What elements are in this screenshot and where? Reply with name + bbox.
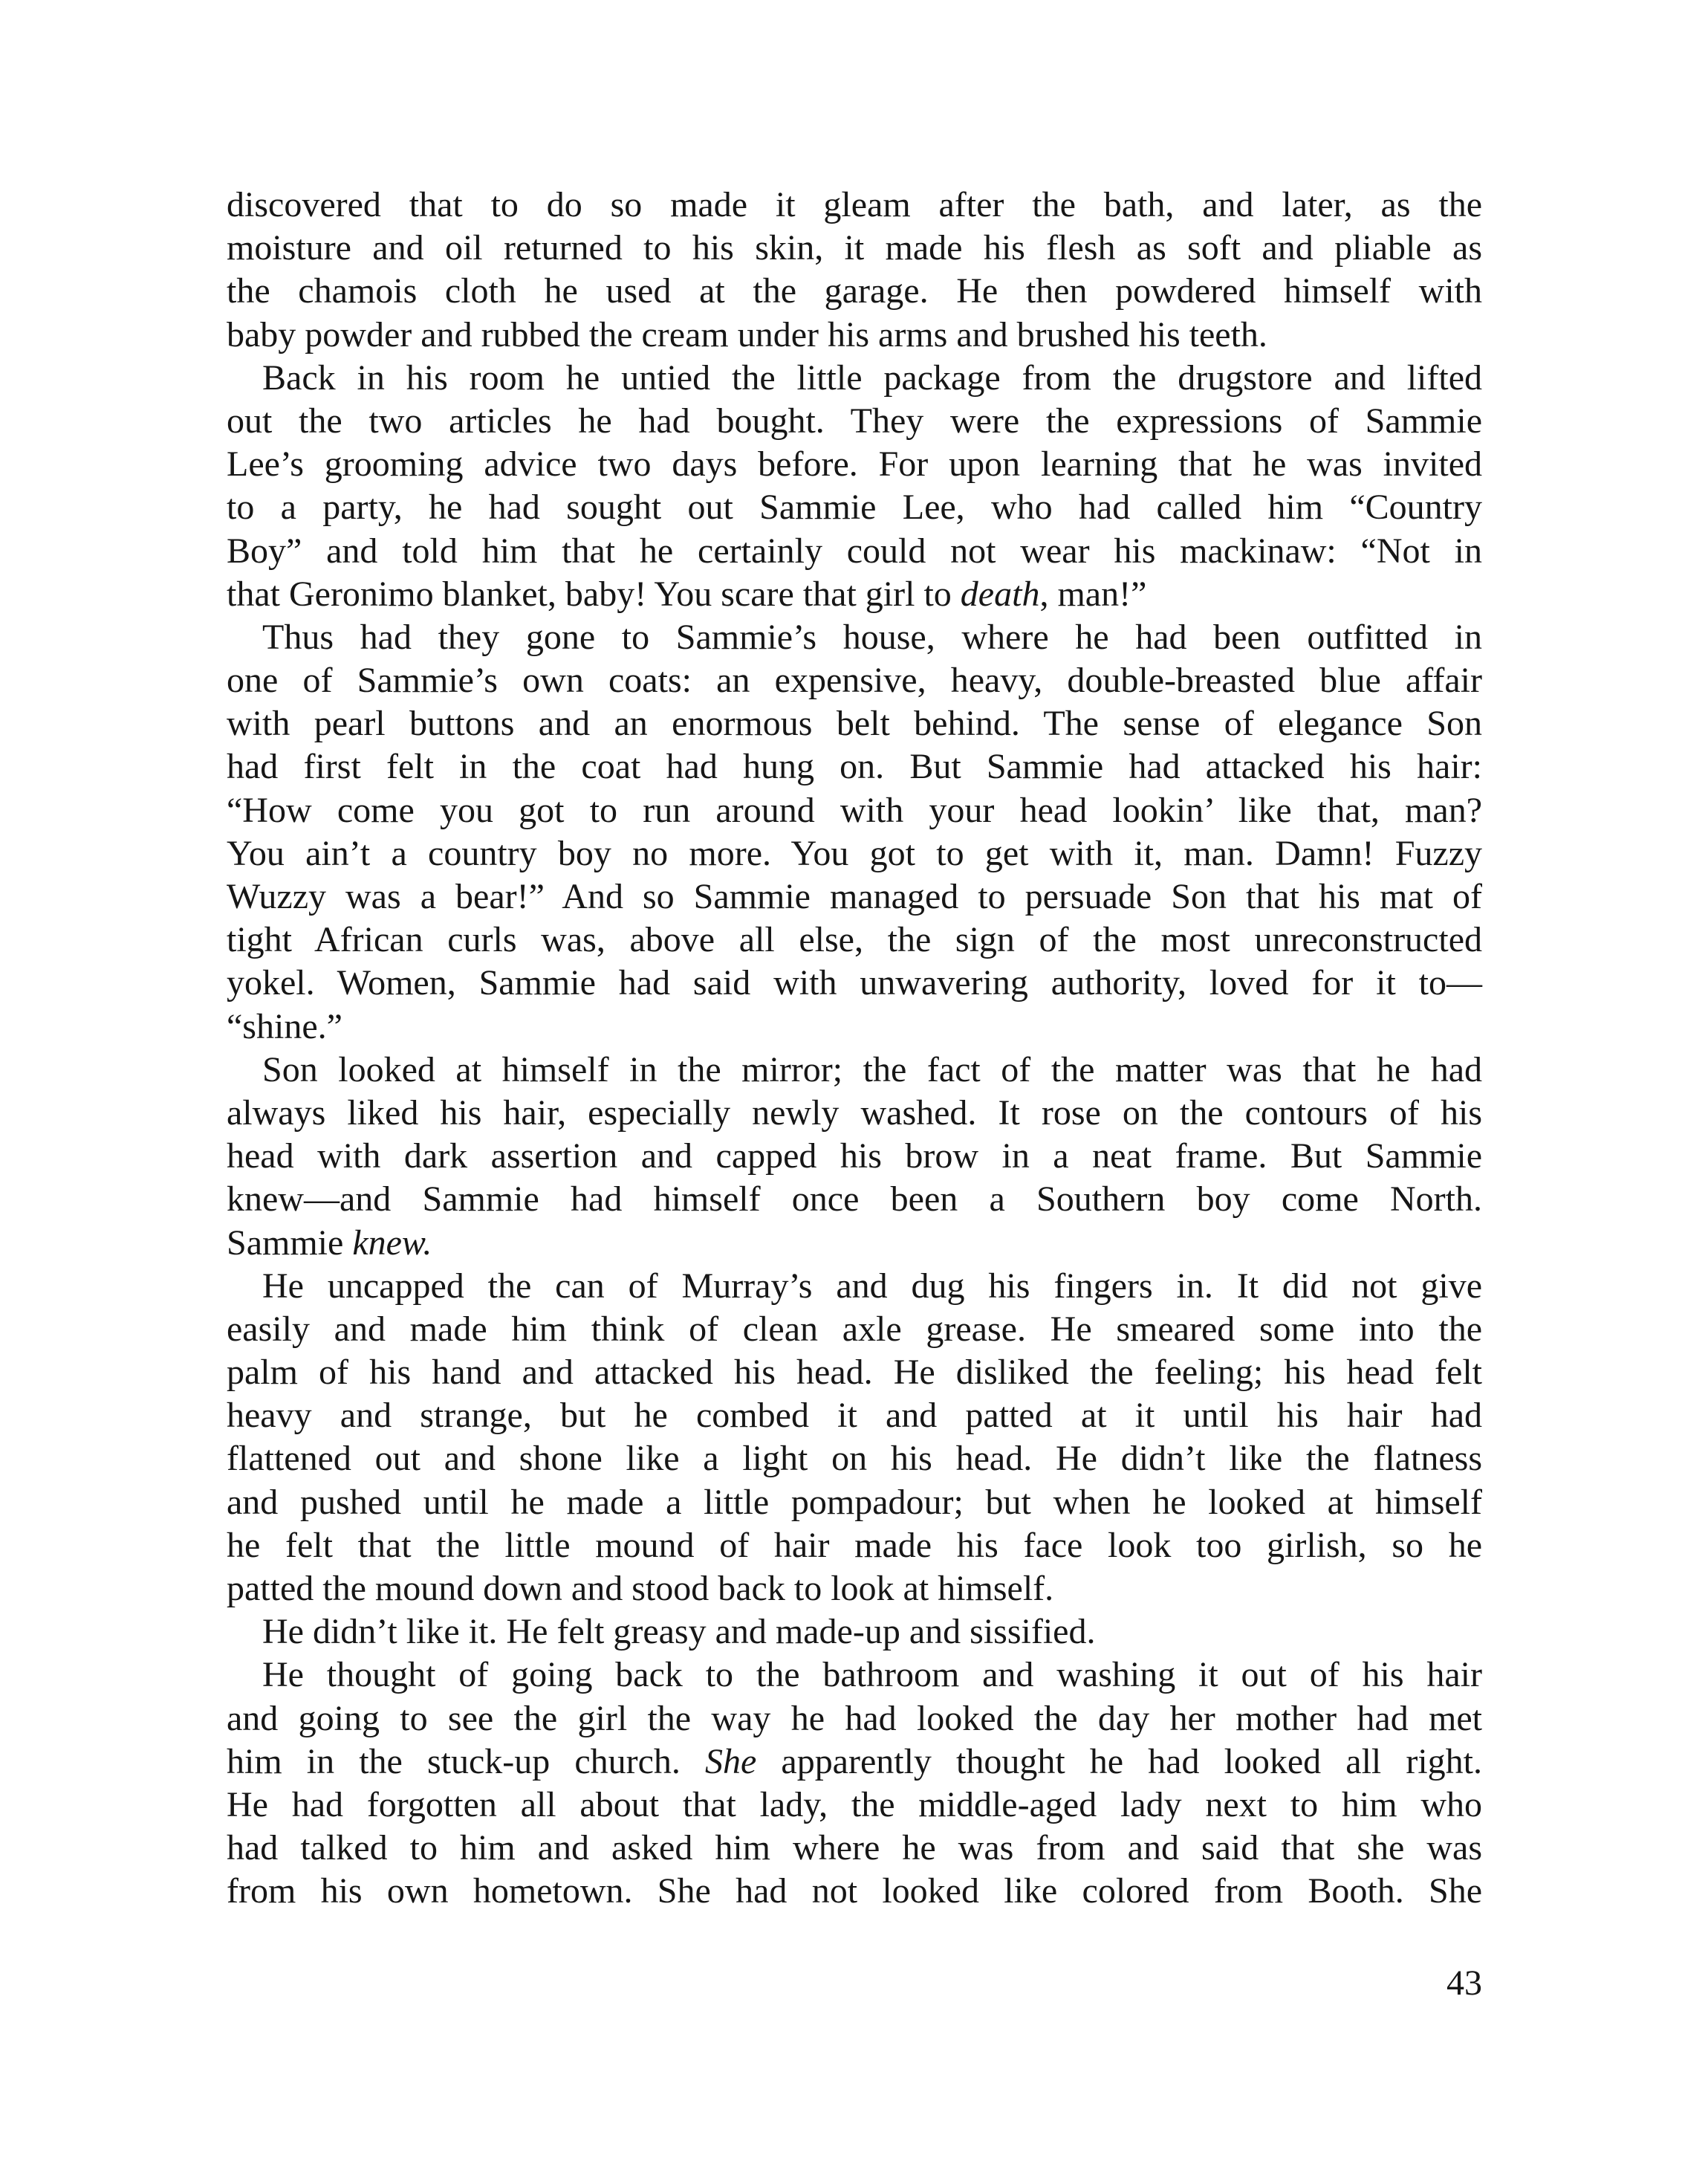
text-segment: tight African curls was, above all else, the sign of the most unreconstructed: [227, 920, 1482, 960]
text-segment: Back in his room he untied the little package from the drugstore and lifted: [262, 357, 1482, 398]
text-line: [227, 1092, 1482, 1135]
text-line: [227, 702, 1482, 745]
italic-text: knew.: [352, 1222, 432, 1263]
text-segment: had talked to him and asked him where he was from and said that she was: [227, 1828, 1482, 1868]
text-segment: You ain’t a country boy no more. You got to get with it, man. Damn! Fuzzy: [227, 833, 1482, 873]
text-line: [227, 1394, 1482, 1437]
text-segment: Lee’s grooming advice two days before. For upon learning that he was invited: [227, 444, 1482, 485]
text-line: [227, 832, 1482, 875]
text-segment: heavy and strange, but he combed it and patted at it until his hair had: [227, 1396, 1482, 1436]
text-segment: moisture and oil returned to his skin, it made his flesh as soft and pliable as: [227, 228, 1482, 268]
text-segment: and pushed until he made a little pompadour; but when he looked at himself: [227, 1482, 1482, 1522]
text-segment: the chamois cloth he used at the garage. He then powdered himself with: [227, 271, 1482, 311]
text-line: [227, 1135, 1482, 1178]
text-segment: baby powder and rubbed the cream under his arms and brushed his teeth.: [227, 314, 1267, 354]
italic-text: death: [960, 574, 1040, 614]
text-segment: Sammie: [227, 1222, 353, 1263]
text-segment: “shine.”: [227, 1006, 342, 1046]
text-segment: easily and made him think of clean axle grease. He smeared some into the: [227, 1309, 1482, 1349]
text-segment: flattened out and shone like a light on his head. He didn’t like the flatness: [227, 1439, 1482, 1479]
text-line: [227, 1567, 1482, 1610]
text-segment: He uncapped the can of Murray’s and dug his fingers in. It did not give: [262, 1266, 1482, 1306]
text-line: [227, 789, 1482, 832]
text-line: [227, 400, 1482, 443]
text-line: [227, 530, 1482, 573]
text-line: [227, 486, 1482, 529]
text-segment: one of Sammie’s own coats: an expensive, heavy, double-breasted blue affair: [227, 661, 1482, 701]
text-segment: with pearl buttons and an enormous belt behind. The sense of elegance Son: [227, 704, 1482, 744]
text-segment: knew—and Sammie had himself once been a Southern boy come North.: [227, 1179, 1482, 1219]
text-segment: always liked his hair, especially newly washed. It rose on the contours of his: [227, 1092, 1482, 1133]
text-segment: discovered that to do so made it gleam after the bath, and later, as the: [227, 185, 1482, 224]
text-segment: and going to see the girl the way he had looked the day her mother had met: [227, 1698, 1482, 1738]
text-line: [227, 875, 1482, 919]
text-line: [227, 659, 1482, 702]
text-line: [227, 1870, 1482, 1913]
text-segment: out the two articles he had bought. They were the expressions of Sammie: [227, 401, 1482, 441]
text-line: [227, 1610, 1482, 1653]
text-segment: yokel. Women, Sammie had said with unwavering authority, loved for it to—: [227, 963, 1482, 1003]
text-line: [227, 443, 1482, 486]
text-line: [227, 184, 1482, 227]
text-line: [227, 1697, 1482, 1740]
text-segment: “How come you got to run around with your head lookin’ like that, man?: [227, 790, 1482, 830]
page-number: 43: [1446, 1963, 1482, 2003]
text-line: [227, 1827, 1482, 1870]
text-segment: had first felt in the coat had hung on. But Sammie had attacked his hair:: [227, 747, 1482, 787]
text-line: [227, 357, 1482, 400]
text-line: [227, 1351, 1482, 1394]
text-segment: He thought of going back to the bathroom and washing it out of his hair: [262, 1655, 1482, 1695]
italic-text: She: [704, 1741, 757, 1781]
text-line: [227, 616, 1482, 659]
text-line: [227, 1653, 1482, 1697]
text-segment: Thus had they gone to Sammie’s house, where he had been outfitted in: [262, 617, 1482, 657]
text-line: [227, 745, 1482, 788]
text-segment: apparently thought he had looked all right.: [756, 1741, 1482, 1781]
text-line: [227, 573, 1482, 616]
text-line: [227, 1005, 1482, 1049]
text-line: [227, 1481, 1482, 1524]
text-line: [227, 1437, 1482, 1480]
text-line: [227, 1049, 1482, 1092]
text-segment: Wuzzy was a bear!” And so Sammie managed to persuade Son that his mat of: [227, 877, 1482, 916]
text-segment: , man!”: [1039, 574, 1147, 614]
text-segment: Boy” and told him that he certainly could not wear his mackinaw: “Not in: [227, 531, 1482, 571]
text-segment: he felt that the little mound of hair made his face look too girlish, so he: [227, 1525, 1482, 1565]
text-line: [227, 1308, 1482, 1351]
text-segment: He had forgotten all about that lady, the middle-aged lady next to him who: [227, 1784, 1482, 1824]
text-segment: head with dark assertion and capped his brow in a neat frame. But Sammie: [227, 1136, 1482, 1176]
text-line: [227, 1178, 1482, 1221]
text-line: [227, 227, 1482, 270]
body-text: [227, 184, 1482, 1914]
text-line: [227, 270, 1482, 313]
text-segment: to a party, he had sought out Sammie Lee, who had called him “Country: [227, 488, 1482, 528]
text-segment: palm of his hand and attacked his head. He disliked the feeling; his head felt: [227, 1353, 1482, 1393]
text-line: [227, 1222, 1482, 1265]
text-segment: Son looked at himself in the mirror; the fact of the matter was that he had: [262, 1049, 1482, 1089]
text-line: [227, 919, 1482, 962]
text-line: [227, 1740, 1482, 1784]
text-segment: him in the stuck-up church.: [227, 1741, 705, 1781]
text-line: [227, 1524, 1482, 1567]
text-line: [227, 314, 1482, 357]
text-segment: that Geronimo blanket, baby! You scare that girl to: [227, 574, 961, 614]
text-segment: from his own hometown. She had not looked like colored from Booth. She: [227, 1871, 1482, 1911]
text-segment: He didn’t like it. He felt greasy and made-up and sissified.: [262, 1612, 1096, 1652]
text-segment: patted the mound down and stood back to look at himself.: [227, 1569, 1054, 1608]
text-line: [227, 962, 1482, 1005]
text-line: [227, 1784, 1482, 1827]
text-line: [227, 1265, 1482, 1308]
